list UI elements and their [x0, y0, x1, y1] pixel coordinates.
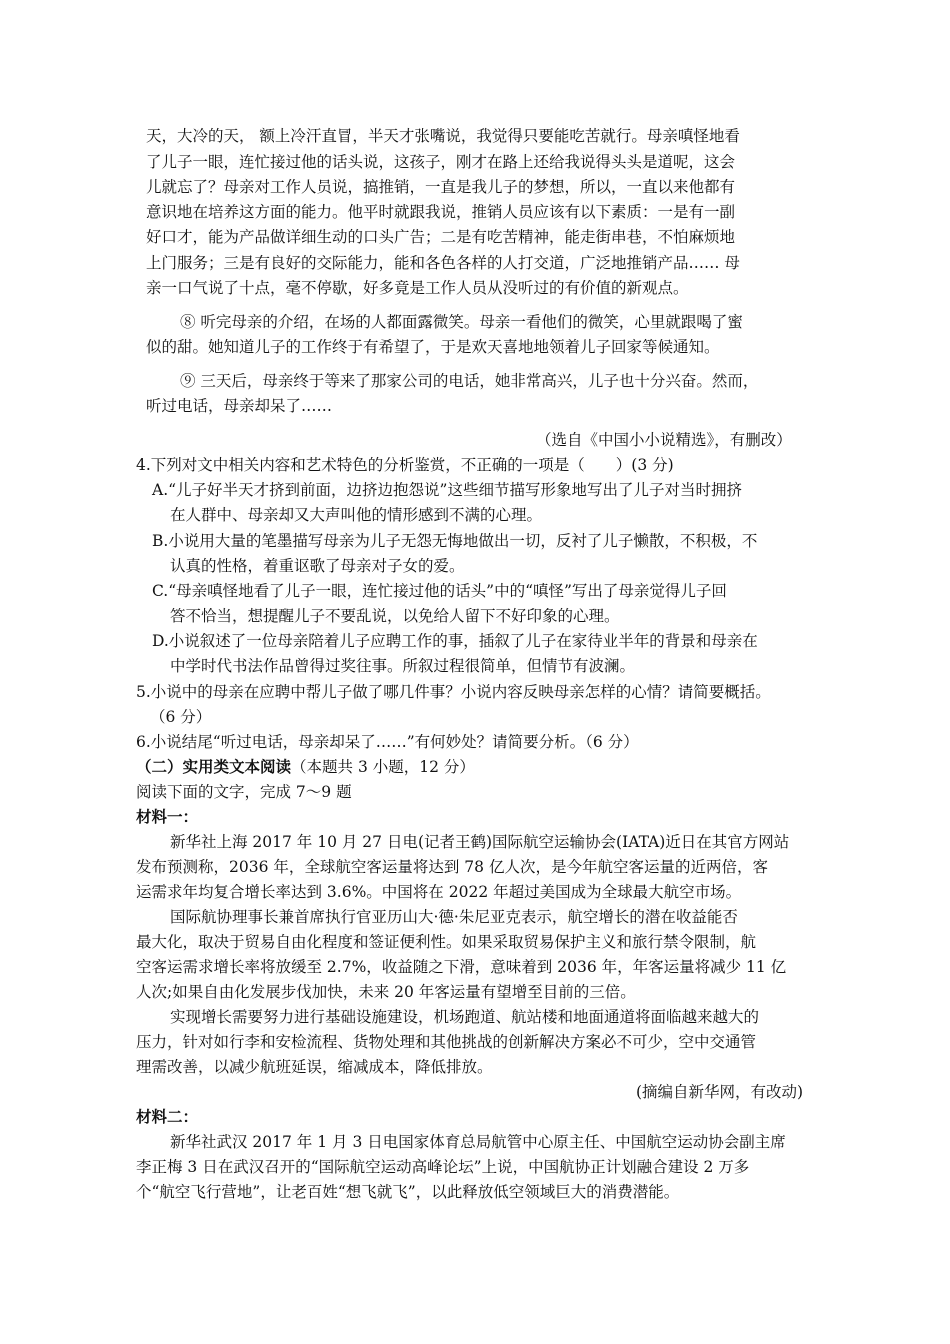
material-1-title: 材料一： — [136, 807, 199, 826]
question-4-option-b-line-2: 认真的性格，着重讴歌了母亲对子女的爱。 — [170, 557, 465, 575]
material-1-p3-line-2: 压力，针对如行李和安检流程、货物处理和其他挑战的创新解决方案必不可少，空中交通管 — [136, 1033, 757, 1051]
section-2-heading-rest: （本题共 3 小题，12 分） — [291, 758, 475, 776]
question-4-option-c-line-1: C.“母亲嗔怪地看了儿子一眼，连忙接过他的话头”中的“嗔怪”写出了母亲觉得儿子回 — [152, 582, 727, 600]
material-1-p2-line-3: 空客运需求增长率将放缓至 2.7%，收益随之下滑，意味着到 2036 年，年客运量将减少 11 亿 — [136, 958, 787, 976]
story-para7-line-3: 儿就忘了？母亲对工作人员说，搞推销，一直是我儿子的梦想，所以，一直以来他都有 — [146, 178, 736, 196]
story-para7-line-7: 亲一口气说了十点，毫不停歇，好多竟是工作人员从没听过的有价值的新观点。 — [146, 279, 689, 297]
material-1-p1-line-2: 发布预测称，2036 年，全球航空客运量将达到 78 亿人次，是今年航空客运量的近两倍，客 — [136, 858, 768, 876]
story-para7-line-6: 上门服务；三是有良好的交际能力，能和各色各样的人打交道，广泛地推销产品…… 母 — [146, 254, 740, 272]
material-1-p3-line-3: 理需改善，以减少航班延误，缩减成本，降低排放。 — [136, 1058, 493, 1076]
story-source: （选自《中国小小说精选》，有删改） — [536, 431, 792, 449]
question-6: 6.小说结尾“听过电话，母亲却呆了……”有何妙处？请简要分析。（6 分） — [136, 733, 639, 751]
material-1-p2-line-4: 人次;如果自由化发展步伐加快，未来 20 年客运量有望增至目前的三倍。 — [136, 983, 636, 1001]
section-2-heading-bold: （二）实用类文本阅读 — [136, 757, 292, 776]
material-1-p2-line-2: 最大化，取决于贸易自由化程度和签证便利性。如果采取贸易保护主义和旅行禁令限制，航 — [136, 933, 757, 951]
story-para7-line-1: 天，大冷的天， 额上冷汗直冒，半天才张嘴说，我觉得只要能吃苦就行。母亲嗔怪地看 — [146, 127, 740, 145]
question-4-option-a-line-2: 在人群中、母亲却又大声叫他的情形感到不满的心理。 — [170, 506, 543, 524]
question-4-option-c-line-2: 答不恰当，想提醒儿子不要乱说，以免给人留下不好印象的心理。 — [170, 607, 620, 625]
material-2-title: 材料二： — [136, 1107, 199, 1126]
story-para8-line-1: ⑧ 听完母亲的介绍，在场的人都面露微笑。母亲一看他们的微笑，心里就跟喝了蜜 — [180, 313, 743, 331]
material-1-p1-line-3: 运需求年均复合增长率达到 3.6%。中国将在 2022 年超过美国成为全球最大航空市场。 — [136, 883, 742, 901]
material-2-p1-line-1: 新华社武汉 2017 年 1 月 3 日电国家体育总局航管中心原主任、中国航空运动协会副主席 — [170, 1133, 786, 1151]
question-5-line-2: （6 分） — [150, 708, 212, 726]
material-1-p2-line-1: 国际航协理事长兼首席执行官亚历山大·德·朱尼亚克表示，航空增长的潜在收益能否 — [170, 908, 738, 926]
question-4-option-a-line-1: A.“儿子好半天才挤到前面，边挤边抱怨说”这些细节描写形象地写出了儿子对当时拥挤 — [152, 481, 742, 499]
material-2-p1-line-2: 李正梅 3 日在武汉召开的“国际航空运动高峰论坛”上说，中国航协正计划融合建设 2 万多 — [136, 1158, 750, 1176]
section-2-instruction: 阅读下面的文字，完成 7～9 题 — [136, 783, 352, 801]
material-1-p3-line-1: 实现增长需要努力进行基础设施建设，机场跑道、航站楼和地面通道将面临越来越大的 — [170, 1008, 760, 1026]
question-4-option-d-line-1: D.小说叙述了一位母亲陪着儿子应聘工作的事，插叙了儿子在家待业半年的背景和母亲在 — [152, 632, 758, 650]
section-2-heading — [136, 756, 475, 778]
story-para7-line-2: 了儿子一眼，连忙接过他的话头说，这孩子，刚才在路上还给我说得头头是道呢，这会 — [146, 153, 736, 171]
question-5-line-1: 5.小说中的母亲在应聘中帮儿子做了哪几件事？小说内容反映母亲怎样的心情？请简要概括。 — [136, 683, 771, 701]
question-4-option-d-line-2: 中学时代书法作品曾得过奖往事。所叙过程很简单，但情节有波澜。 — [170, 657, 636, 675]
story-para7-line-4: 意识地在培养这方面的能力。他平时就跟我说，推销人员应该有以下素质：一是有一副 — [146, 203, 736, 221]
material-1-p1-line-1: 新华社上海 2017 年 10 月 27 日电(记者王鹤)国际航空运输协会(IATA)近日在其官方网站 — [170, 833, 790, 851]
material-2-p1-line-3: 个“航空飞行营地”，让老百姓“想飞就飞”，以此释放低空领域巨大的消费潜能。 — [136, 1183, 680, 1201]
question-4-option-b-line-1: B.小说用大量的笔墨描写母亲为儿子无怨无悔地做出一切，反衬了儿子懒散，不积极，不 — [152, 532, 758, 550]
story-para7-line-5: 好口才，能为产品做详细生动的口头广告；二是有吃苦精神，能走街串巷，不怕麻烦地 — [146, 228, 736, 246]
story-para9-line-1: ⑨ 三天后，母亲终于等来了那家公司的电话，她非常高兴，儿子也十分兴奋。然而， — [180, 372, 759, 390]
story-para8-line-2: 似的甜。她知道儿子的工作终于有希望了，于是欢天喜地地领着儿子回家等候通知。 — [146, 338, 720, 356]
question-4-stem: 4.下列对文中相关内容和艺术特色的分析鉴赏，不正确的一项是（ ）(3 分) — [136, 456, 674, 474]
story-para9-line-2: 听过电话，母亲却呆了…… — [146, 397, 333, 415]
material-1-source: (摘编自新华网，有改动) — [636, 1083, 804, 1101]
